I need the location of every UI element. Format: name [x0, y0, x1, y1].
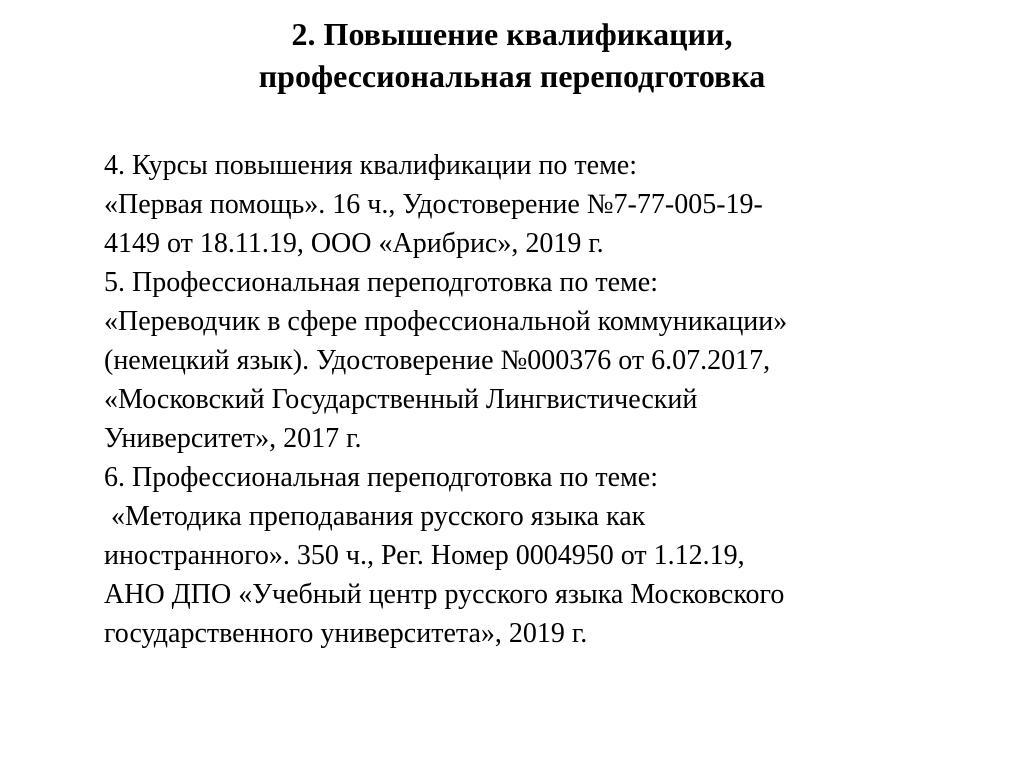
- list-line: «Первая помощь». 16 ч., Удостоверение №7-77-005-19-: [104, 189, 763, 220]
- list-line: «Московский Государственный Лингвистический: [104, 384, 698, 415]
- qualification-list: [104, 146, 984, 653]
- title-line-1: 2. Повышение квалификации,: [291, 16, 733, 52]
- list-line: иностранного». 350 ч., Рег. Номер 0004950 от 1.12.19,: [104, 540, 745, 571]
- list-line: «Методика преподавания русского языка как: [104, 501, 646, 532]
- list-line: Университет», 2017 г.: [104, 423, 362, 454]
- slide-title: [0, 13, 1024, 97]
- list-line: АНО ДПО «Учебный центр русского языка Московского: [104, 579, 785, 610]
- title-line-2: профессиональная переподготовка: [258, 58, 766, 94]
- list-line: государственного университета», 2019 г.: [104, 618, 588, 649]
- list-line: 6. Профессиональная переподготовка по теме:: [104, 462, 658, 493]
- list-line: (немецкий язык). Удостоверение №000376 от 6.07.2017,: [104, 345, 771, 376]
- list-line: «Переводчик в сфере профессиональной коммуникации»: [104, 306, 788, 337]
- list-line: 4. Курсы повышения квалификации по теме:: [104, 150, 638, 181]
- list-line: 5. Профессиональная переподготовка по теме:: [104, 267, 658, 298]
- list-line: 4149 от 18.11.19, ООО «Арибрис», 2019 г.: [104, 228, 604, 259]
